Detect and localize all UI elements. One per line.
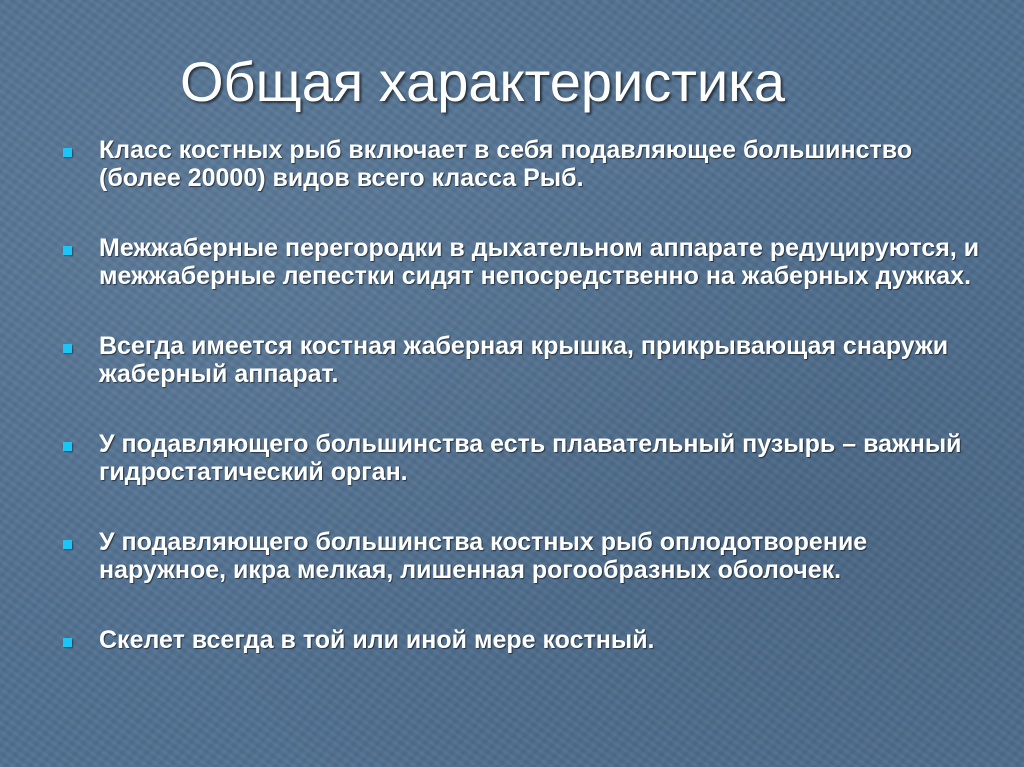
square-bullet-icon <box>63 540 72 549</box>
square-bullet-icon <box>63 246 72 255</box>
bullet-item <box>60 234 990 290</box>
square-bullet-icon <box>63 638 72 647</box>
bullet-list <box>60 136 990 654</box>
bullet-item <box>60 136 990 192</box>
square-bullet-icon <box>63 344 72 353</box>
bullet-item <box>60 626 990 654</box>
bullet-item <box>60 528 990 584</box>
square-bullet-icon <box>63 148 72 157</box>
bullet-text: Класс костных рыб включает в себя подавляющее большинство (более 20000) видов всего класса Рыб. <box>99 136 913 192</box>
bullet-item <box>60 430 990 486</box>
bullet-text: Скелет всегда в той или иной мере костный. <box>99 626 655 654</box>
square-bullet-icon <box>63 442 72 451</box>
bullet-text: У подавляющего большинства костных рыб оплодотворение наружное, икра мелкая, лишенная рогообразных оболочек. <box>99 528 868 584</box>
bullet-item <box>60 332 990 388</box>
bullet-text: У подавляющего большинства есть плавательный пузырь – важный гидростатический орган. <box>99 430 962 486</box>
bullet-text: Всегда имеется костная жаберная крышка, прикрывающая снаружи жаберный аппарат. <box>99 332 949 388</box>
bullet-text: Межжаберные перегородки в дыхательном аппарате редуцируются, и межжаберные лепестки сидят непосредственно на жаберных дужках. <box>99 234 980 290</box>
slide-title: Общая характеристика <box>180 50 786 113</box>
